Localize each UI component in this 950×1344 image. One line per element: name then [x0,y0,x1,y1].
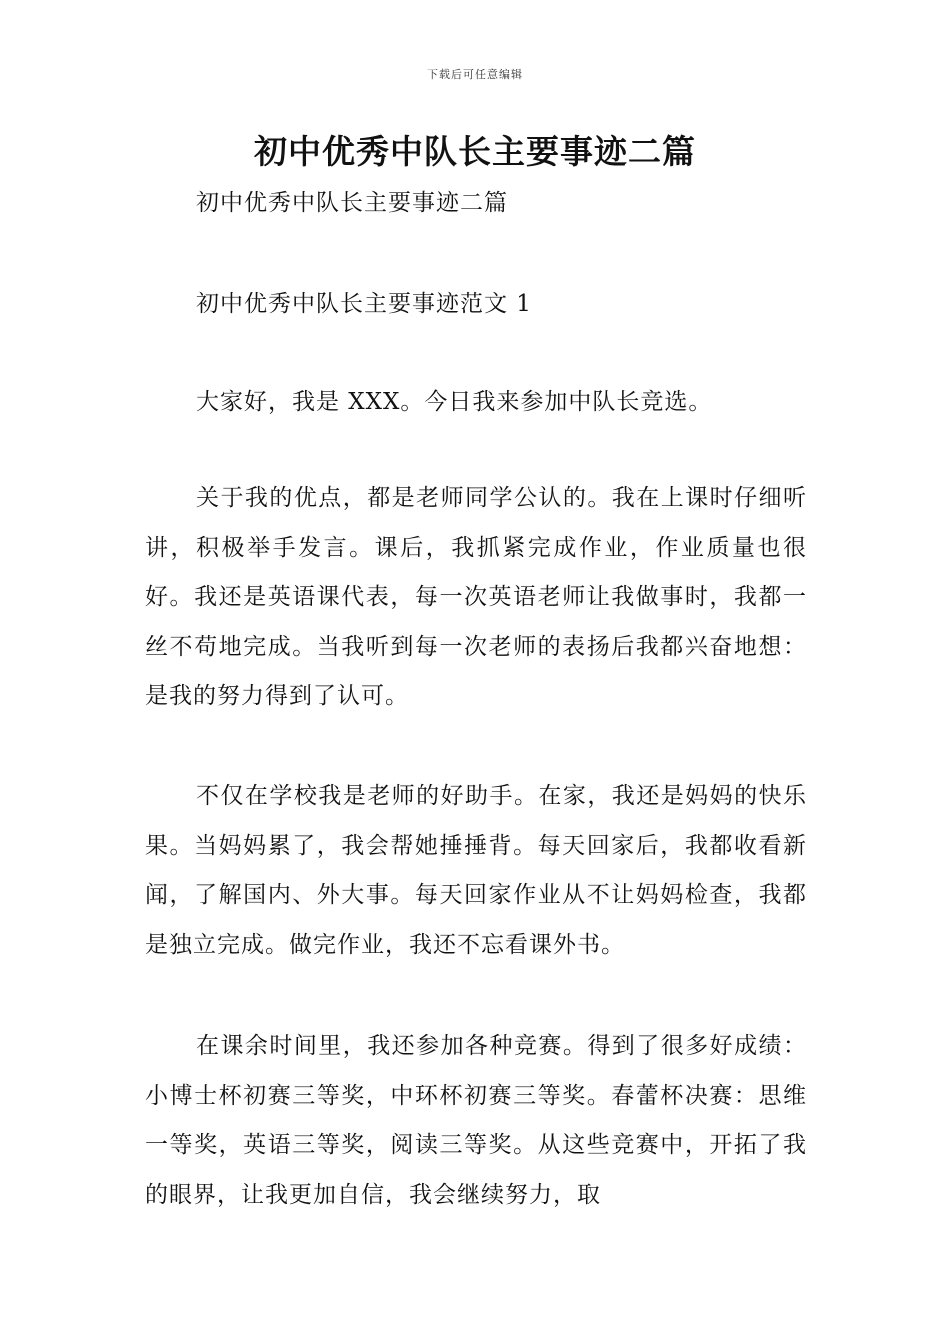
paragraph-3: 在课余时间里，我还参加各种竞赛。得到了很多好成绩：小博士杯初赛三等奖，中环杯初赛三等奖。春蕾杯决赛：思维一等奖，英语三等奖，阅读三等奖。从这些竞赛中，开拓了我的眼界，让我更加自信，我会继续努力，取 [145,1033,807,1208]
greeting-line: 大家好，我是 XXX。今日我来参加中队长竞选。 [196,389,713,415]
paragraph-2: 不仅在学校我是老师的好助手。在家，我还是妈妈的快乐果。当妈妈累了，我会帮她捶捶背。每天回家后，我都收看新闻，了解国内、外大事。每天回家作业从不让妈妈检查，我都是独立完成。做完作业，我还不忘看课外书。 [145,783,807,958]
subtitle-line: 初中优秀中队长主要事迹二篇 [196,190,508,216]
document-title: 初中优秀中队长主要事迹二篇 [254,132,696,171]
header-note: 下载后可任意编辑 [427,68,523,81]
paragraph-1: 关于我的优点，都是老师同学公认的。我在上课时仔细听讲，积极举手发言。课后，我抓紧完成作业，作业质量也很好。我还是英语课代表，每一次英语老师让我做事时，我都一丝不苟地完成。当我听到每一次老师的表扬后我都兴奋地想：是我的努力得到了认可。 [145,485,807,709]
section-heading: 初中优秀中队长主要事迹范文 1 [196,291,532,317]
